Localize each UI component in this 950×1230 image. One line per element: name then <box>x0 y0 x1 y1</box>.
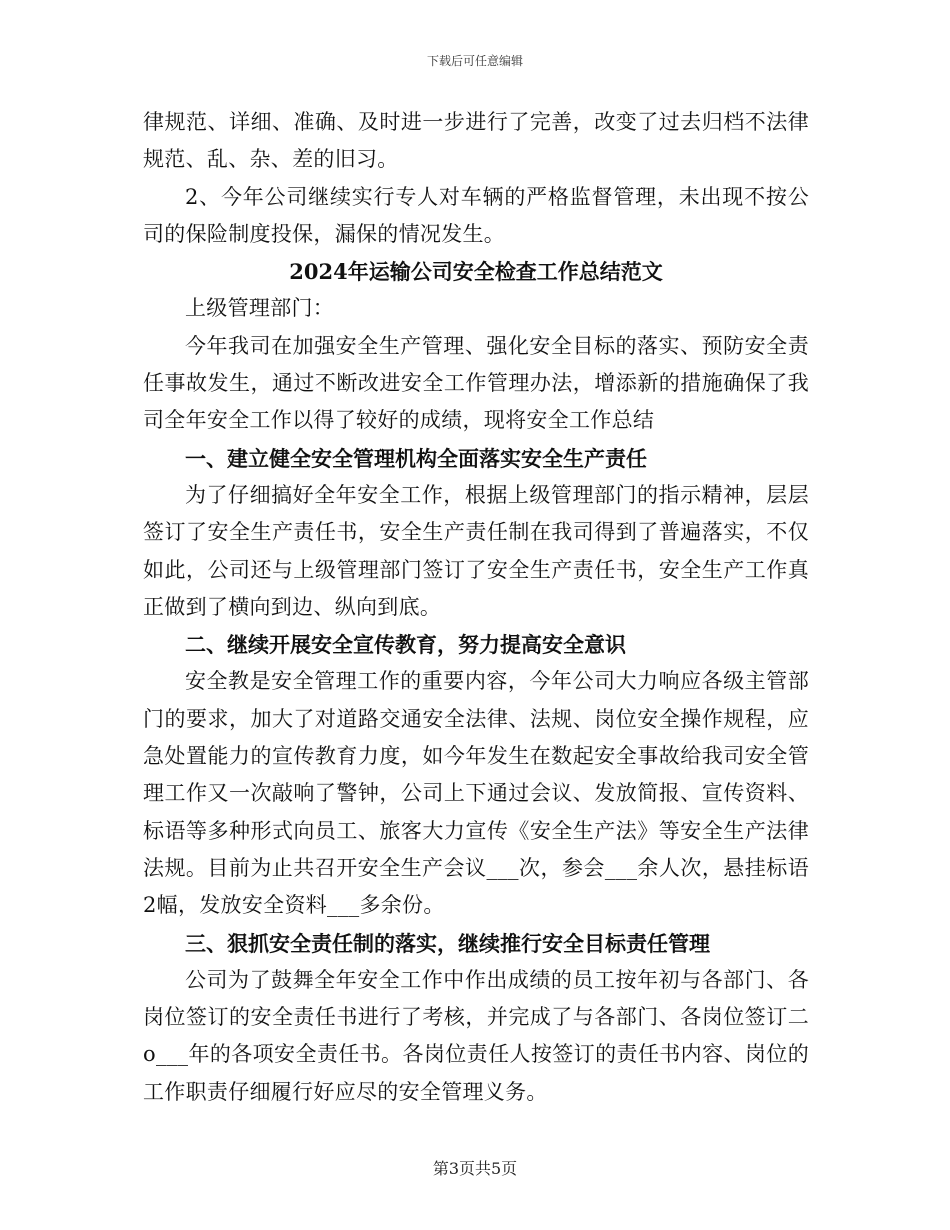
document-title: 2024年运输公司安全检查工作总结范文 <box>289 259 663 285</box>
section-heading-2: 二、继续开展安全宣传教育，努力提高安全意识 <box>185 632 626 658</box>
page-header: 下载后可任意编辑 <box>426 54 523 68</box>
paragraph-item-2: 2、今年公司继续实行专人对车辆的严格监督管理，未出现不按公司的保险制度投保，漏保的情况发生。 <box>143 184 809 246</box>
page-footer: 第3页共5页 <box>432 1159 518 1178</box>
salutation: 上级管理部门： <box>185 296 335 321</box>
section-1-paragraph: 为了仔细搞好全年安全工作，根据上级管理部门的指示精神，层层签订了安全生产责任书，安全生产责任制在我司得到了普遍落实，不仅如此，公司还与上级管理部门签订了安全生产责任书，安全生产工作真正做到了横向到边、纵向到底。 <box>143 482 809 619</box>
document-body <box>143 104 809 1111</box>
paragraph-continued: 律规范、详细、准确、及时进一步进行了完善，改变了过去归档不法律规范、乱、杂、差的旧习。 <box>143 110 809 172</box>
section-heading-3: 三、狠抓安全责任制的落实，继续推行安全目标责任管理 <box>185 930 710 956</box>
section-heading-1: 一、建立健全安全管理机构全面落实安全生产责任 <box>185 445 647 471</box>
intro-paragraph: 今年我司在加强安全生产管理、强化安全目标的落实、预防安全责任事故发生，通过不断改进安全工作管理办法，增添新的措施确保了我司全年安全工作以得了较好的成绩，现将安全工作总结 <box>143 333 809 433</box>
section-3-paragraph: 公司为了鼓舞全年安全工作中作出成绩的员工按年初与各部门、各岗位签订的安全责任书进行了考核，并完成了与各部门、各岗位签订二o___年的各项安全责任书。各岗位责任人按签订的责任书内容、岗位的工作职责仔细履行好应尽的安全管理义务。 <box>143 967 809 1104</box>
section-2-paragraph: 安全教是安全管理工作的重要内容，今年公司大力响应各级主管部门的要求，加大了对道路交通安全法律、法规、岗位安全操作规程，应急处置能力的宣传教育力度，如今年发生在数起安全事故给我司安全管理工作又一次敲响了警钟，公司上下通过会议、发放简报、宣传资料、标语等多种形式向员工、旅客大力宣传《安全生产法》等安全生产法律法规。目前为止共召开安全生产会议___次，参会___余人次，悬挂标语2幅，发放安全资料___多余份。 <box>143 669 809 918</box>
